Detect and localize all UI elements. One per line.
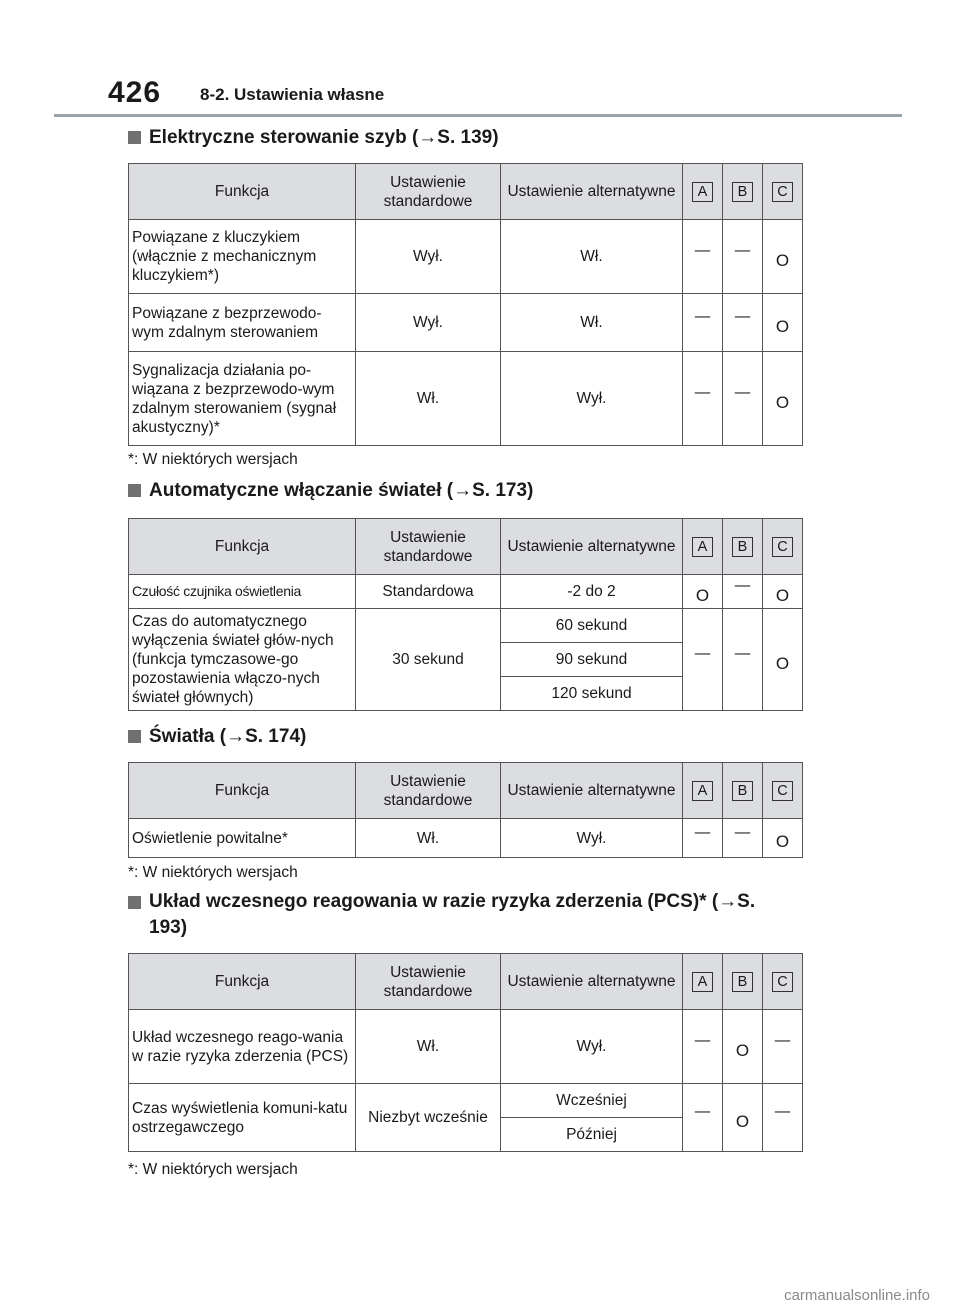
table-row [129,609,803,643]
dash-mark: — [734,242,751,259]
circle-mark: O [775,316,790,336]
section-heading [128,477,533,504]
column-b-cell [723,352,763,446]
col-header-alternative: Ustawienie alternatywne [501,954,683,1010]
letter-b-box: B [732,182,753,202]
dash-mark: — [694,1103,711,1120]
dash-mark: — [774,1103,791,1120]
alternative-cell: -2 do 2 [501,575,683,609]
column-a-cell [683,609,723,711]
alternative-cell: 90 sekund [501,643,683,677]
standard-cell: Wł. [356,352,501,446]
col-header-b [723,519,763,575]
col-header-alternative: Ustawienie alternatywne [501,519,683,575]
dash-mark: — [734,308,751,325]
col-header-function: Funkcja [129,763,356,819]
settings-table [128,163,803,446]
col-header-standard: Ustawienie standardowe [356,763,501,819]
letter-a-box: A [692,182,713,202]
section-heading [128,723,306,750]
table-header-row [129,763,803,819]
column-a-cell [683,819,723,858]
dash-mark: — [694,823,711,841]
watermark: carmanualsonline.info [784,1287,930,1304]
col-header-b [723,164,763,220]
table-row [129,819,803,858]
alternative-cell: Później [501,1118,683,1152]
column-b-cell [723,220,763,294]
circle-mark: O [775,653,790,673]
alternative-cell: Wył. [501,1010,683,1084]
table-header-row [129,164,803,220]
col-header-alternative: Ustawienie alternatywne [501,164,683,220]
letter-c-box: C [772,781,793,801]
letter-b-box: B [732,537,753,557]
table-row [129,352,803,446]
standard-cell: Wł. [356,1010,501,1084]
standard-cell: Wł. [356,819,501,858]
alternative-cell: Wł. [501,294,683,352]
column-a-cell [683,220,723,294]
col-header-c [763,763,803,819]
table-header-row [129,954,803,1010]
settings-table [128,953,803,1152]
column-b-cell [723,1010,763,1084]
col-header-a [683,954,723,1010]
dash-mark: — [734,645,751,662]
table-row [129,294,803,352]
column-b-cell [723,609,763,711]
footnote: *: W niektórych wersjach [128,451,298,468]
col-header-function: Funkcja [129,519,356,575]
col-header-standard: Ustawienie standardowe [356,519,501,575]
column-c-cell [763,294,803,352]
alternative-cell: Wcześniej [501,1084,683,1118]
letter-a-box: A [692,781,713,801]
settings-table [128,762,803,858]
column-c-cell [763,609,803,711]
circle-mark: O [775,832,790,851]
column-b-cell [723,819,763,858]
standard-cell: 30 sekund [356,609,501,711]
column-a-cell [683,294,723,352]
col-header-function: Funkcja [129,954,356,1010]
letter-c-box: C [772,972,793,992]
function-cell: Oświetlenie powitalne* [129,819,356,858]
page-number: 426 [108,76,162,109]
dash-mark: — [694,1032,711,1049]
standard-cell: Niezbyt wcześnie [356,1084,501,1152]
letter-c-box: C [772,182,793,202]
table-row [129,575,803,609]
table-row [129,1010,803,1084]
standard-cell: Wył. [356,294,501,352]
table-row [129,220,803,294]
column-c-cell [763,352,803,446]
column-a-cell [683,575,723,609]
circle-mark: O [735,1040,750,1060]
column-c-cell [763,575,803,609]
column-b-cell [723,1084,763,1152]
square-bullet-icon [128,896,141,909]
section-title: Elektryczne sterowanie szyb (→S. 139) [149,127,499,148]
col-header-a [683,164,723,220]
alternative-cell: Wył. [501,819,683,858]
square-bullet-icon [128,730,141,743]
column-a-cell [683,352,723,446]
table-header-row [129,519,803,575]
letter-b-box: B [732,972,753,992]
section-title: Światła (→S. 174) [149,726,307,747]
header-rule [54,114,902,117]
column-a-cell [683,1010,723,1084]
col-header-c [763,519,803,575]
footnote: *: W niektórych wersjach [128,864,298,881]
section-heading [128,889,788,941]
square-bullet-icon [128,484,141,497]
dash-mark: — [694,308,711,325]
page-header [0,0,960,120]
circle-mark: O [775,585,790,605]
column-b-cell [723,575,763,609]
alternative-cell: Wł. [501,220,683,294]
function-cell: Powiązane z kluczykiem (włącznie z mechanicznym kluczykiem*) [129,220,356,294]
section-heading [128,124,499,151]
function-cell: Czas do automatycznego wyłączenia świateł głów-nych (funkcja tymczasowe-go pozostawienia włączo-nych świateł głównych) [129,609,356,711]
column-a-cell [683,1084,723,1152]
col-header-a [683,519,723,575]
circle-mark: O [775,250,790,270]
col-header-a [683,763,723,819]
col-header-function: Funkcja [129,164,356,220]
dash-mark: — [694,384,711,401]
dash-mark: — [734,577,751,594]
column-c-cell [763,220,803,294]
function-cell: Czas wyświetlenia komuni-katu ostrzegawczego [129,1084,356,1152]
col-header-b [723,954,763,1010]
letter-b-box: B [732,781,753,801]
section-title: Automatyczne włączanie świateł (→S. 173) [149,480,534,501]
column-c-cell [763,1010,803,1084]
alternative-cell: 120 sekund [501,677,683,711]
function-cell: Powiązane z bezprzewodo-wym zdalnym sterowaniem [129,294,356,352]
alternative-cell: Wył. [501,352,683,446]
dash-mark: — [774,1032,791,1049]
circle-mark: O [735,1111,750,1131]
function-cell: Układ wczesnego reago-wania w razie ryzyka zderzenia (PCS) [129,1010,356,1084]
standard-cell: Standardowa [356,575,501,609]
dash-mark: — [694,242,711,259]
letter-a-box: A [692,972,713,992]
table-row [129,1084,803,1118]
letter-c-box: C [772,537,793,557]
dash-mark: — [734,823,751,841]
col-header-alternative: Ustawienie alternatywne [501,763,683,819]
standard-cell: Wył. [356,220,501,294]
alternative-cell: 60 sekund [501,609,683,643]
section-name: 8-2. Ustawienia własne [200,85,385,104]
dash-mark: — [694,645,711,662]
square-bullet-icon [128,131,141,144]
col-header-standard: Ustawienie standardowe [356,164,501,220]
column-c-cell [763,819,803,858]
settings-table [128,518,803,711]
footnote: *: W niektórych wersjach [128,1161,298,1178]
dash-mark: — [734,384,751,401]
col-header-standard: Ustawienie standardowe [356,954,501,1010]
col-header-c [763,954,803,1010]
circle-mark: O [775,392,790,412]
function-cell: Czułość czujnika oświetlenia [129,575,356,609]
circle-mark: O [695,585,710,605]
function-cell: Sygnalizacja działania po-wiązana z bezprzewodo-wym zdalnym sterowaniem (sygnał akustyczny)* [129,352,356,446]
col-header-b [723,763,763,819]
column-c-cell [763,1084,803,1152]
letter-a-box: A [692,537,713,557]
col-header-c [763,164,803,220]
column-b-cell [723,294,763,352]
section-title: Układ wczesnego reagowania w razie ryzyka zderzenia (PCS)* (→S. 193) [149,891,756,938]
